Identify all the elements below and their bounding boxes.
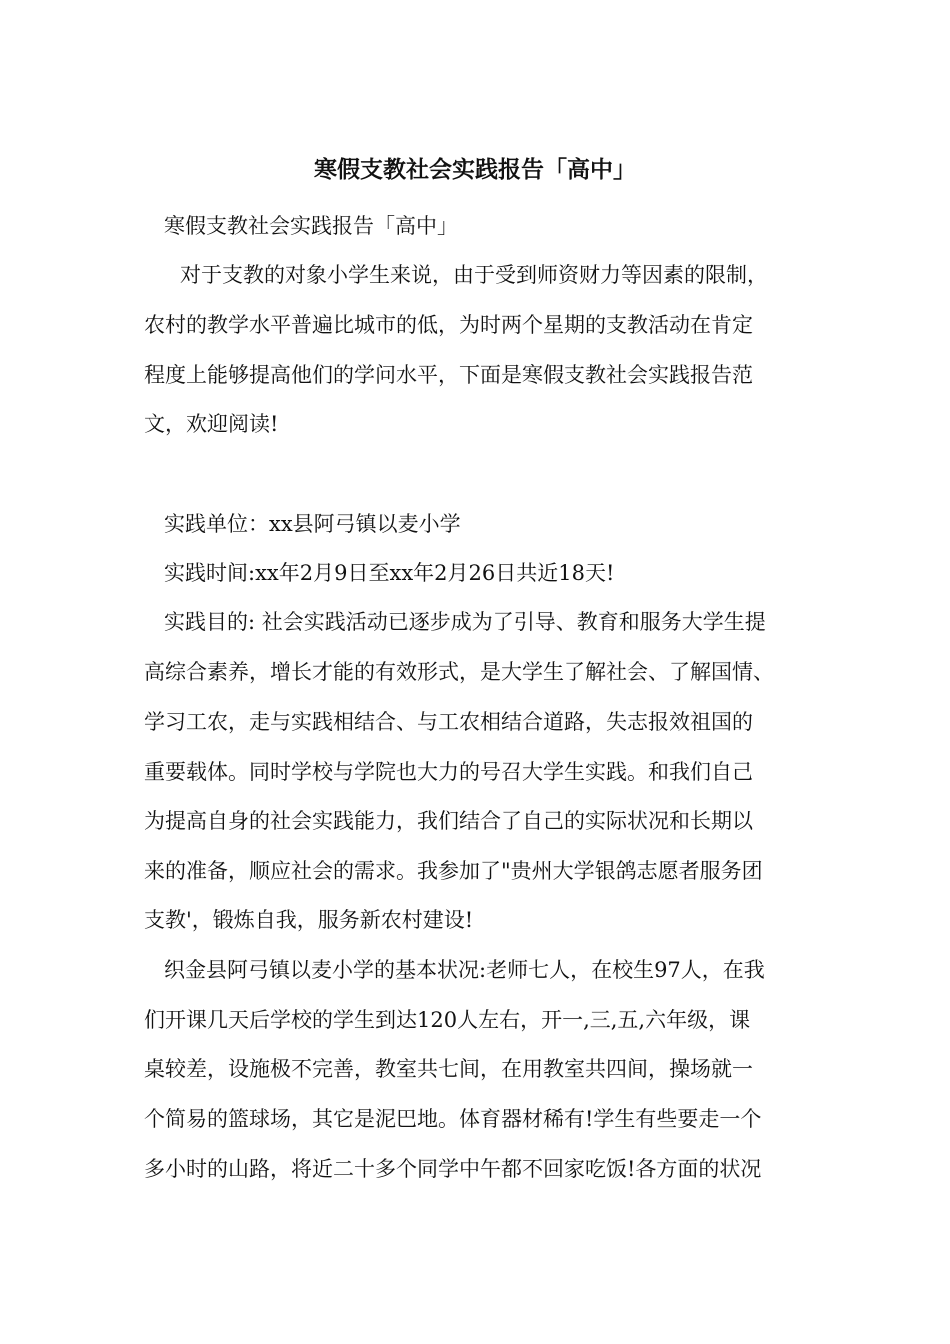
paragraph-line: 桌较差，设施极不完善，教室共七间，在用教室共四间，操场就一 — [144, 1057, 753, 1081]
paragraph-line: 高综合素养，增长才能的有效形式，是大学生了解社会、了解国情、 — [144, 660, 774, 684]
paragraph-line: 重要载体。同时学校与学院也大力的号召大学生实践。和我们自己 — [144, 760, 753, 784]
paragraph-line: 学习工农，走与实践相结合、与工农相结合道路，失志报效祖国的 — [144, 710, 753, 734]
practice-time-line: 实践时间:xx年2月9日至xx年2月26日共近18天! — [164, 561, 615, 585]
paragraph-line: 多小时的山路，将近二十多个同学中午都不回家吃饭!各方面的状况 — [144, 1157, 762, 1181]
paragraph-line: 对于支教的对象小学生来说，由于受到师资财力等因素的限制， — [180, 263, 768, 287]
document-title: 寒假支教社会实践报告「高中」 — [314, 156, 636, 183]
practice-unit-line: 实践单位：xx县阿弓镇以麦小学 — [164, 512, 461, 536]
paragraph-line: 实践目的: 社会实践活动已逐步成为了引导、教育和服务大学生提 — [164, 610, 766, 634]
paragraph-line: 程度上能够提高他们的学问水平，下面是寒假支教社会实践报告范 — [144, 363, 753, 387]
paragraph-line: 织金县阿弓镇以麦小学的基本状况:老师七人，在校生97人，在我 — [164, 958, 765, 982]
paragraph-line: 支教'，锻炼自我，服务新农村建设! — [144, 908, 474, 932]
paragraph-line: 农村的教学水平普遍比城市的低，为时两个星期的支教活动在肯定 — [144, 313, 753, 337]
subtitle-line: 寒假支教社会实践报告「高中」 — [164, 214, 458, 238]
paragraph-line: 们开课几天后学校的学生到达120人左右，开一,三,五,六年级，课 — [144, 1008, 751, 1032]
paragraph-line: 来的准备，顺应社会的需求。我参加了"贵州大学银鸽志愿者服务团 — [144, 859, 763, 883]
paragraph-line: 为提高自身的社会实践能力，我们结合了自己的实际状况和长期以 — [144, 809, 753, 833]
paragraph-line: 文，欢迎阅读! — [144, 412, 279, 436]
paragraph-line: 个简易的篮球场，其它是泥巴地。体育器材稀有!学生有些要走一个 — [144, 1107, 762, 1131]
